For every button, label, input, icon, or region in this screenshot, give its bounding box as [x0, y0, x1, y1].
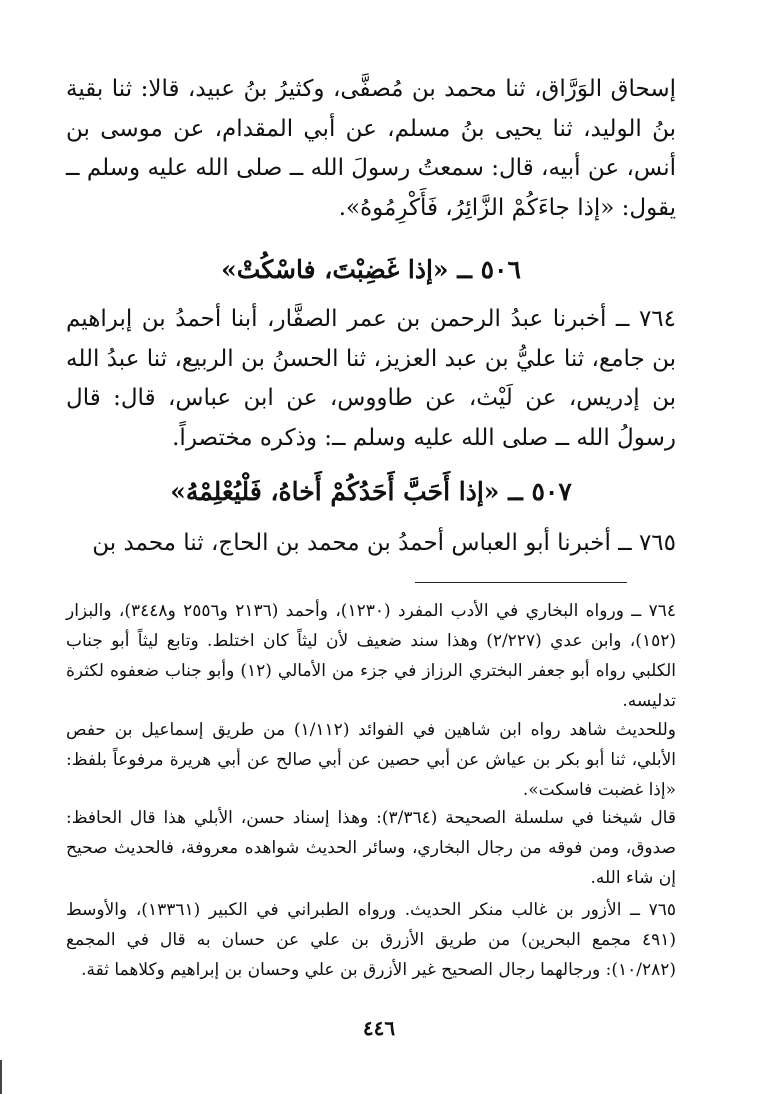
- section-heading-507: ٥٠٧ ــ «إذا أَحَبَّ أَحَدُكُمْ أَخاهُ، فَلْيُعْلِمْهُ»: [170, 477, 572, 506]
- section-heading-506: ٥٠٦ ــ «إذا غَضِبْتَ، فاسْكُتْ»: [221, 255, 521, 284]
- scan-edge-mark: [0, 1060, 2, 1094]
- page-number: ٤٤٦: [362, 1016, 396, 1040]
- hadith-765-paragraph: ٧٦٥ ــ أخبرنا أبو العباس أحمدُ بن محمد بن الحاج، ثنا محمد بن: [92, 530, 676, 556]
- footnote-765: ٧٦٥ ــ الأزور بن غالب منكر الحديث. ورواه الطبراني في الكبير (١٣٣٦١)، والأوسط (٤٩١ مجمع البحرين) من طريق الأزرق بن علي عن حسان به قال في المجمع (١٠/٢٨٢): ورجالهما رجال الصحيح غير الأزرق بن علي وحسان بن إبراهيم وكلاهما ثقة.: [66, 900, 677, 980]
- footnote-764-shahid: وللحديث شاهد رواه ابن شاهين في الفوائد (١/١١٢) من طريق إسماعيل بن حفص الأبلي، ثنا أبو بكر بن عياش عن أبي حصين عن أبي صالح عن أبي هريرة مرفوعاً بلفظ: «إذا غضبت فاسكت».: [66, 720, 676, 800]
- footnote-separator: [415, 582, 627, 583]
- hadith-764-paragraph: ٧٦٤ ــ أخبرنا عبدُ الرحمن بن عمر الصفَّار، أبنا أحمدُ بن إبراهيم بن جامع، ثنا عليُّ بن عبد العزيز، ثنا الحسنُ بن الربيع، ثنا عبدُ الله بن إدريس، عن لَيْث، عن طاووس، عن ابن عباس، قال: قال رسولُ الله ــ صلى الله عليه وسلم ــ: وذكره مختصراً.: [66, 306, 676, 451]
- footnote-764-albani: قال شيخنا في سلسلة الصحيحة (٣/٣٦٤): وهذا إسناد حسن، الأبلي هذا قال الحافظ: صدوق، ومن فوقه من رجال البخاري، وسائر الحديث شواهده معروفة، فالحديث صحيح إن شاء الله.: [66, 808, 676, 888]
- body-paragraph-continuation: إسحاق الوَرَّاق، ثنا محمد بن مُصفَّى، وكثيرُ بنُ عبيد، قالا: ثنا بقية بنُ الوليد، ثنا يحيى بنُ مسلم، عن أبي المقدام، عن موسى بن أنس، عن أبيه، قال: سمعتُ رسولَ الله ــ صلى الله عليه وسلم ــ يقول: «إذا جاءَكُمْ الزَّائِرُ، فَأَكْرِمُوهُ».: [66, 76, 676, 221]
- footnote-764: ٧٦٤ ــ ورواه البخاري في الأدب المفرد (١٢٣٠)، وأحمد (٢١٣٦ و٢٥٥٦ و٣٤٤٨)، والبزار (١٥٢)، وابن عدي (٢/٢٢٧) وهذا سند ضعيف لأن ليثاً كان اختلط. وتابع ليثاً أبو جناب الكلبي رواه أبو جعفر البختري الرزاز في جزء من الأمالي (١٢) وأبو جناب ضعفوه لكثرة تدليسه.: [66, 601, 677, 711]
